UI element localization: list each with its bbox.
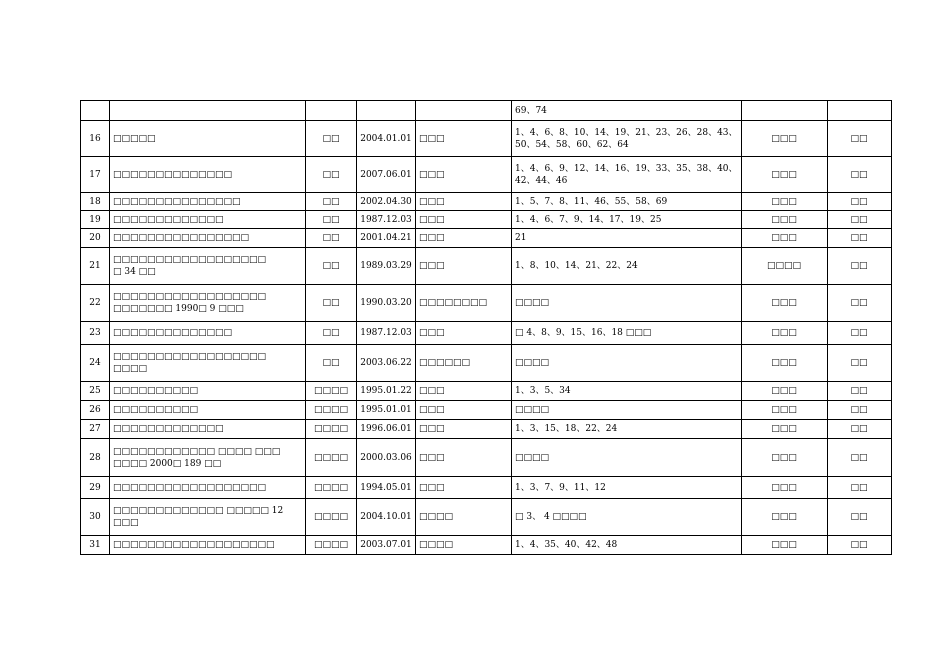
issuing-org-text: □□□ <box>419 482 445 493</box>
department-cell <box>741 382 827 401</box>
applicable-clauses-cell <box>512 536 742 555</box>
applicable-clauses-line: □ 3、 4 □□□□ <box>515 512 587 522</box>
row-number-cell <box>81 322 110 345</box>
department-cell <box>741 499 827 536</box>
effective-date-text: 1989.03.29 <box>360 261 412 271</box>
applicable-clauses-cell <box>512 345 742 382</box>
regulation-name-line: □□□□□□□□□□□□□□□□□□□ <box>113 540 275 550</box>
relevance-cell <box>827 439 891 477</box>
effective-date-text: 2003.07.01 <box>360 540 412 550</box>
table-row <box>81 193 892 211</box>
level-cell <box>306 477 357 499</box>
regulation-name-line: □□□□□□□□□□□□□□□□□□ <box>113 352 267 362</box>
table-row <box>81 345 892 382</box>
table-row <box>81 536 892 555</box>
relevance-text: □□ <box>850 261 868 271</box>
effective-date-cell <box>357 345 416 382</box>
applicable-clauses-line: □□□□ <box>515 452 550 463</box>
table-row <box>81 322 892 345</box>
regulation-name-cell <box>110 401 306 420</box>
effective-date-cell <box>357 477 416 499</box>
applicable-clauses-line: □□□□ <box>515 358 550 368</box>
department-cell <box>741 121 827 157</box>
row-number-text: 23 <box>89 328 101 338</box>
row-number-text: 29 <box>89 482 101 493</box>
issuing-org-cell <box>416 439 512 477</box>
issuing-org-text: □□□ <box>419 261 445 271</box>
effective-date-cell <box>357 285 416 322</box>
regulation-name-line: □□□□□□□□□□ <box>113 386 199 396</box>
row-number-cell <box>81 248 110 285</box>
effective-date-cell <box>357 229 416 248</box>
issuing-org-text: □□□ <box>419 452 445 463</box>
level-cell <box>306 420 357 439</box>
issuing-org-text: □□□ <box>419 328 445 338</box>
applicable-clauses-cell <box>512 401 742 420</box>
relevance-text: □□ <box>850 482 868 493</box>
level-text: □□□□ <box>313 512 348 522</box>
applicable-clauses-cell <box>512 121 742 157</box>
table-row <box>81 439 892 477</box>
department-cell <box>741 285 827 322</box>
department-text: □□□ <box>771 512 797 522</box>
effective-date-text: 2000.03.06 <box>360 452 412 463</box>
relevance-text: □□ <box>850 133 868 144</box>
effective-date-text: 2004.01.01 <box>360 133 412 144</box>
row-number-cell <box>81 193 110 211</box>
applicable-clauses-cell <box>512 439 742 477</box>
effective-date-cell <box>357 121 416 157</box>
applicable-clauses-line: 1、5、7、8、11、46、55、58、69 <box>515 196 668 207</box>
regulation-name-line: □□□□□□□□□□ <box>113 405 199 415</box>
level-cell <box>306 382 357 401</box>
level-cell <box>306 499 357 536</box>
level-cell <box>306 248 357 285</box>
effective-date-text: 1996.06.01 <box>360 424 412 434</box>
effective-date-cell <box>357 499 416 536</box>
applicable-clauses-cell <box>512 382 742 401</box>
row-number-cell <box>81 157 110 193</box>
relevance-text: □□ <box>850 540 868 550</box>
regulation-name-cell <box>110 157 306 193</box>
relevance-cell <box>827 248 891 285</box>
department-text: □□□ <box>771 405 797 415</box>
department-cell <box>741 401 827 420</box>
effective-date-text: 2003.06.22 <box>360 358 412 368</box>
department-text: □□□ <box>771 169 797 180</box>
row-number-text: 30 <box>89 512 101 522</box>
applicable-clauses-line: 1、4、6、9、12、14、16、19、33、35、38、40、 <box>515 163 738 174</box>
level-cell <box>306 322 357 345</box>
table-body <box>81 101 892 555</box>
table-row <box>81 420 892 439</box>
row-number-cell <box>81 382 110 401</box>
department-cell <box>741 439 827 477</box>
effective-date-cell <box>357 382 416 401</box>
issuing-org-text: □□□□ <box>419 512 454 522</box>
regulation-name-line: □□□□ <box>113 364 148 374</box>
department-cell <box>741 211 827 229</box>
department-text: □□□ <box>771 233 797 243</box>
table-row <box>81 211 892 229</box>
regulation-name-line: □□□□□□□□□□□□□ <box>113 214 224 225</box>
applicable-clauses-line: 21 <box>515 233 527 243</box>
department-cell <box>741 248 827 285</box>
department-text: □□□ <box>771 424 797 434</box>
applicable-clauses-cell <box>512 101 742 121</box>
row-number-cell <box>81 499 110 536</box>
relevance-text: □□ <box>850 298 868 308</box>
applicable-clauses-line: 50、54、58、60、62、64 <box>515 139 629 150</box>
row-number-cell <box>81 439 110 477</box>
level-cell <box>306 345 357 382</box>
regulation-name-cell <box>110 345 306 382</box>
applicable-clauses-cell <box>512 285 742 322</box>
level-text: □□□□ <box>313 482 348 493</box>
effective-date-text: 1990.03.20 <box>360 298 412 308</box>
relevance-cell <box>827 193 891 211</box>
relevance-text: □□ <box>850 405 868 415</box>
regulation-name-cell <box>110 193 306 211</box>
effective-date-text: 1995.01.01 <box>360 405 412 415</box>
department-cell <box>741 322 827 345</box>
regulation-name-line: □ 34 □□ <box>113 267 156 277</box>
issuing-org-cell <box>416 477 512 499</box>
row-number-text: 16 <box>89 133 101 144</box>
row-number-text: 19 <box>89 214 101 225</box>
regulation-name-cell <box>110 322 306 345</box>
effective-date-cell <box>357 157 416 193</box>
applicable-clauses-line: 1、4、6、7、9、14、17、19、25 <box>515 214 662 225</box>
regulation-name-line: □□□□□□□ 1990□ 9 □□□ <box>113 304 244 314</box>
regulation-name-line: □□□□□□□□□□□□□ □□□□□ 12 <box>113 506 284 516</box>
effective-date-text: 1995.01.22 <box>360 386 412 396</box>
row-number-text: 31 <box>89 540 101 550</box>
relevance-cell <box>827 477 891 499</box>
effective-date-text: 2004.10.01 <box>360 512 412 522</box>
issuing-org-text: □□□ <box>419 386 445 396</box>
regulation-name-line: □□□□ 2000□ 189 □□ <box>113 458 222 469</box>
effective-date-cell <box>357 439 416 477</box>
issuing-org-text: □□□ <box>419 196 445 207</box>
regulation-name-cell <box>110 382 306 401</box>
effective-date-cell <box>357 248 416 285</box>
effective-date-text: 2002.04.30 <box>360 196 412 207</box>
issuing-org-cell <box>416 499 512 536</box>
issuing-org-text: □□□□□□ <box>419 358 471 368</box>
applicable-clauses-line: 1、8、10、14、21、22、24 <box>515 261 638 271</box>
applicable-clauses-line: 1、4、35、40、42、48 <box>515 540 618 550</box>
table-row <box>81 499 892 536</box>
level-text: □□□□ <box>313 452 348 463</box>
department-text: □□□ <box>771 214 797 225</box>
regulation-name-cell <box>110 211 306 229</box>
issuing-org-cell <box>416 229 512 248</box>
row-number-cell <box>81 420 110 439</box>
effective-date-cell <box>357 401 416 420</box>
issuing-org-text: □□□ <box>419 424 445 434</box>
department-text: □□□ <box>771 358 797 368</box>
department-cell <box>741 477 827 499</box>
row-number-text: 26 <box>89 405 101 415</box>
regulation-name-line: □□□□□□□□□□□□□□ <box>113 328 233 338</box>
level-cell <box>306 101 357 121</box>
effective-date-cell <box>357 101 416 121</box>
relevance-text: □□ <box>850 358 868 368</box>
row-number-cell <box>81 101 110 121</box>
applicable-clauses-cell <box>512 157 742 193</box>
regulation-name-line: □□□□□□□□□□□□□□□□□□ <box>113 482 267 493</box>
regulations-table <box>80 100 892 555</box>
issuing-org-cell <box>416 420 512 439</box>
department-cell <box>741 536 827 555</box>
level-cell <box>306 401 357 420</box>
level-cell <box>306 157 357 193</box>
relevance-text: □□ <box>850 452 868 463</box>
applicable-clauses-cell <box>512 211 742 229</box>
effective-date-text: 1987.12.03 <box>360 214 412 225</box>
regulation-name-cell <box>110 121 306 157</box>
relevance-cell <box>827 121 891 157</box>
level-text: □□□□ <box>313 540 348 550</box>
effective-date-cell <box>357 322 416 345</box>
effective-date-cell <box>357 193 416 211</box>
department-cell <box>741 101 827 121</box>
relevance-text: □□ <box>850 196 868 207</box>
level-cell <box>306 121 357 157</box>
issuing-org-text: □□□□ <box>419 540 454 550</box>
relevance-cell <box>827 401 891 420</box>
relevance-text: □□ <box>850 386 868 396</box>
regulation-name-cell <box>110 536 306 555</box>
relevance-cell <box>827 229 891 248</box>
department-text: □□□ <box>771 386 797 396</box>
level-text: □□ <box>322 261 340 271</box>
issuing-org-cell <box>416 322 512 345</box>
level-cell <box>306 211 357 229</box>
effective-date-text: 1987.12.03 <box>360 328 412 338</box>
row-number-cell <box>81 536 110 555</box>
applicable-clauses-line: 42、44、46 <box>515 175 568 186</box>
row-number-cell <box>81 401 110 420</box>
issuing-org-cell <box>416 401 512 420</box>
department-cell <box>741 157 827 193</box>
table-row <box>81 285 892 322</box>
regulation-name-cell <box>110 477 306 499</box>
row-number-cell <box>81 477 110 499</box>
effective-date-text: 1994.05.01 <box>360 482 412 493</box>
level-text: □□□□ <box>313 424 348 434</box>
department-text: □□□ <box>771 328 797 338</box>
relevance-cell <box>827 420 891 439</box>
row-number-cell <box>81 229 110 248</box>
regulation-name-cell <box>110 248 306 285</box>
relevance-text: □□ <box>850 214 868 225</box>
issuing-org-text: □□□ <box>419 169 445 180</box>
issuing-org-cell <box>416 193 512 211</box>
row-number-text: 24 <box>89 358 101 368</box>
issuing-org-cell <box>416 536 512 555</box>
regulation-name-cell <box>110 439 306 477</box>
relevance-cell <box>827 536 891 555</box>
relevance-cell <box>827 157 891 193</box>
effective-date-text: 2001.04.21 <box>360 233 412 243</box>
applicable-clauses-cell <box>512 229 742 248</box>
applicable-clauses-line: 69、74 <box>515 105 547 116</box>
regulation-name-cell <box>110 229 306 248</box>
level-cell <box>306 536 357 555</box>
level-cell <box>306 285 357 322</box>
row-number-cell <box>81 121 110 157</box>
effective-date-cell <box>357 420 416 439</box>
level-text: □□□□ <box>313 405 348 415</box>
relevance-cell <box>827 101 891 121</box>
level-text: □□ <box>322 196 340 207</box>
level-text: □□ <box>322 298 340 308</box>
level-cell <box>306 439 357 477</box>
regulation-name-line: □□□□□□□□□□□□□□□□ <box>113 233 250 243</box>
relevance-text: □□ <box>850 233 868 243</box>
row-number-text: 21 <box>89 261 101 271</box>
level-text: □□ <box>322 328 340 338</box>
regulation-name-line: □□□□□□□□□□□□ □□□□ □□□ <box>113 446 281 457</box>
row-number-cell <box>81 345 110 382</box>
table-row <box>81 248 892 285</box>
row-number-text: 18 <box>89 196 101 207</box>
row-number-text: 20 <box>89 233 101 243</box>
relevance-cell <box>827 211 891 229</box>
relevance-cell <box>827 382 891 401</box>
department-text: □□□□ <box>767 261 802 271</box>
department-text: □□□ <box>771 452 797 463</box>
applicable-clauses-line: □□□□ <box>515 405 550 415</box>
applicable-clauses-line: 1、3、5、34 <box>515 386 571 396</box>
effective-date-cell <box>357 211 416 229</box>
effective-date-text: 2007.06.01 <box>360 169 412 180</box>
table-row <box>81 121 892 157</box>
department-text: □□□ <box>771 298 797 308</box>
table-row <box>81 477 892 499</box>
level-text: □□ <box>322 133 340 144</box>
regulation-name-line: □□□ <box>113 518 139 528</box>
row-number-text: 22 <box>89 298 101 308</box>
issuing-org-text: □□□ <box>419 214 445 225</box>
regulation-name-line: □□□□□□□□□□□□□□ <box>113 169 233 180</box>
table-row <box>81 401 892 420</box>
level-cell <box>306 193 357 211</box>
issuing-org-cell <box>416 248 512 285</box>
level-cell <box>306 229 357 248</box>
department-text: □□□ <box>771 196 797 207</box>
applicable-clauses-line: 1、3、15、18、22、24 <box>515 424 618 434</box>
row-number-text: 27 <box>89 424 101 434</box>
table-row <box>81 101 892 121</box>
issuing-org-text: □□□ <box>419 405 445 415</box>
department-text: □□□ <box>771 540 797 550</box>
issuing-org-cell <box>416 382 512 401</box>
relevance-text: □□ <box>850 512 868 522</box>
regulation-name-line: □□□□□□□□□□□□□□□□□□ <box>113 292 267 302</box>
relevance-cell <box>827 285 891 322</box>
department-text: □□□ <box>771 133 797 144</box>
relevance-cell <box>827 499 891 536</box>
department-cell <box>741 193 827 211</box>
relevance-cell <box>827 345 891 382</box>
applicable-clauses-cell <box>512 248 742 285</box>
regulation-name-line: □□□□□□□□□□□□□□□□□□ <box>113 255 267 265</box>
issuing-org-text: □□□□□□□□ <box>419 298 488 308</box>
regulation-name-line: □□□□□ <box>113 133 156 144</box>
level-text: □□ <box>322 169 340 180</box>
applicable-clauses-cell <box>512 420 742 439</box>
level-text: □□□□ <box>313 386 348 396</box>
applicable-clauses-cell <box>512 193 742 211</box>
applicable-clauses-line: □□□□ <box>515 298 550 308</box>
row-number-text: 28 <box>89 452 101 463</box>
issuing-org-cell <box>416 101 512 121</box>
issuing-org-text: □□□ <box>419 133 445 144</box>
applicable-clauses-cell <box>512 322 742 345</box>
row-number-text: 17 <box>89 169 101 180</box>
issuing-org-cell <box>416 211 512 229</box>
issuing-org-cell <box>416 345 512 382</box>
row-number-cell <box>81 285 110 322</box>
row-number-cell <box>81 211 110 229</box>
department-cell <box>741 229 827 248</box>
applicable-clauses-cell <box>512 477 742 499</box>
department-text: □□□ <box>771 482 797 493</box>
regulation-name-cell <box>110 101 306 121</box>
issuing-org-cell <box>416 285 512 322</box>
table-row <box>81 157 892 193</box>
department-cell <box>741 345 827 382</box>
effective-date-cell <box>357 536 416 555</box>
regulation-name-cell <box>110 499 306 536</box>
table-row <box>81 229 892 248</box>
regulation-name-line: □□□□□□□□□□□□□ <box>113 424 224 434</box>
regulation-name-cell <box>110 420 306 439</box>
applicable-clauses-line: 1、4、6、8、10、14、19、21、23、26、28、43、 <box>515 127 738 138</box>
table-row <box>81 382 892 401</box>
relevance-cell <box>827 322 891 345</box>
regulation-name-line: □□□□□□□□□□□□□□□ <box>113 196 241 207</box>
level-text: □□ <box>322 358 340 368</box>
relevance-text: □□ <box>850 328 868 338</box>
issuing-org-text: □□□ <box>419 233 445 243</box>
level-text: □□ <box>322 214 340 225</box>
relevance-text: □□ <box>850 169 868 180</box>
level-text: □□ <box>322 233 340 243</box>
issuing-org-cell <box>416 121 512 157</box>
issuing-org-cell <box>416 157 512 193</box>
relevance-text: □□ <box>850 424 868 434</box>
applicable-clauses-line: 1、3、7、9、11、12 <box>515 482 606 493</box>
applicable-clauses-cell <box>512 499 742 536</box>
row-number-text: 25 <box>89 386 101 396</box>
applicable-clauses-line: □ 4、8、9、15、16、18 □□□ <box>515 328 652 338</box>
regulation-name-cell <box>110 285 306 322</box>
department-cell <box>741 420 827 439</box>
